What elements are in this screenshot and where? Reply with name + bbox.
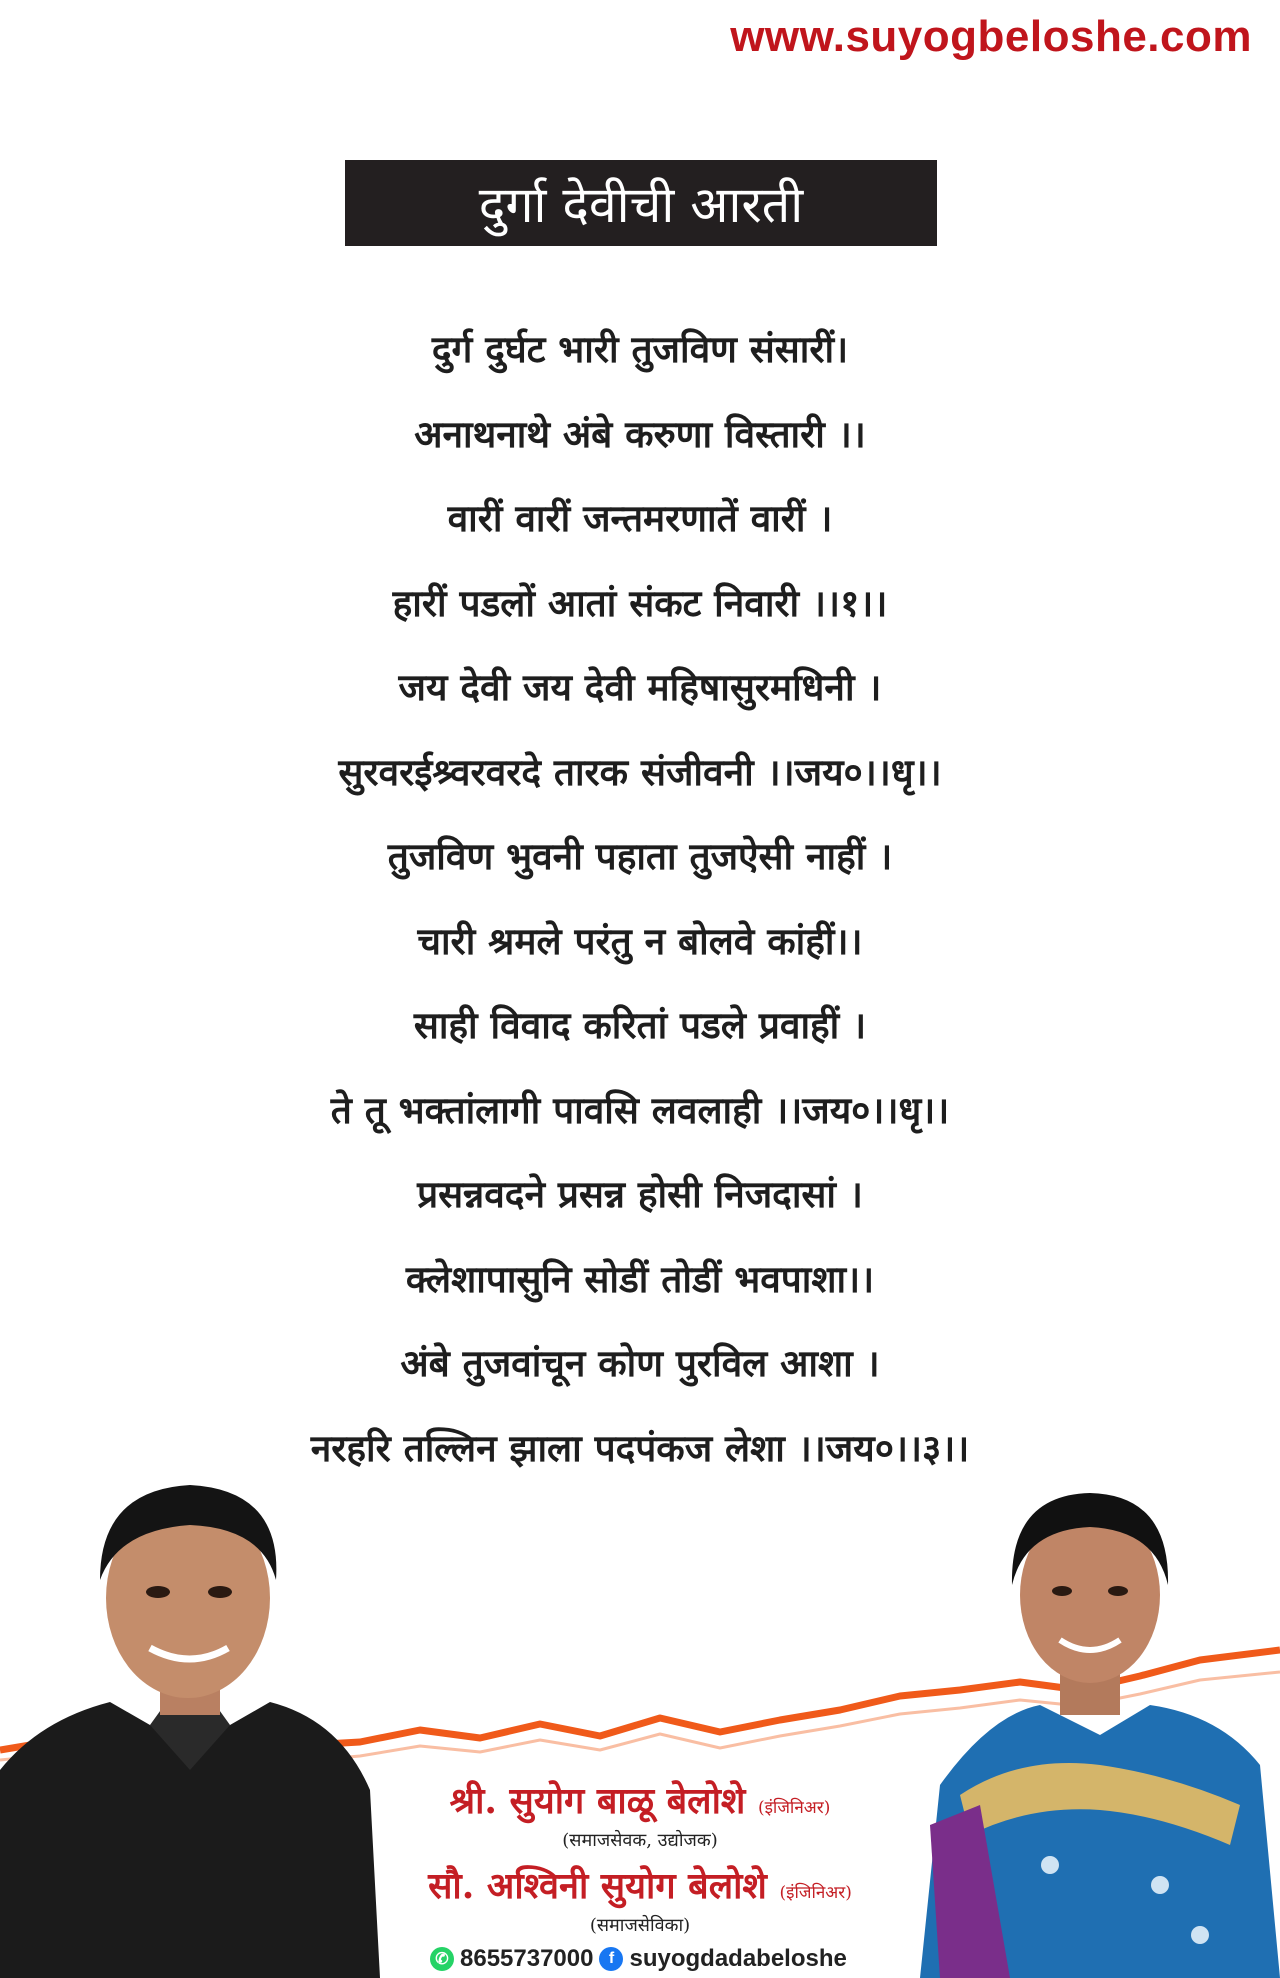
facebook-handle[interactable]: suyogdadabeloshe	[629, 1945, 847, 1972]
man-photo	[0, 1470, 380, 1978]
name1: श्री. सुयोग बाळू बेलोशे	[449, 1780, 746, 1822]
facebook-icon: f	[599, 1947, 623, 1971]
name-secondary	[380, 1860, 900, 1909]
verse-line: सुरवरईश्र्वरवरदे तारक संजीवनी ।।जय०।।धृ।।	[338, 750, 942, 794]
name1-suffix: (इंजिनिअर)	[757, 1798, 831, 1818]
verse-line: नरहरि तल्लिन झाला पदपंकज लेशा ।।जय०।।३।।	[310, 1426, 970, 1470]
verse-line: प्रसन्नवदने प्रसन्न होसी निजदासां ।	[417, 1173, 863, 1216]
contact-bar	[430, 1945, 910, 1973]
page-title	[345, 160, 937, 246]
website-url[interactable]: www.suyogbeloshe.com	[730, 12, 1252, 61]
verse-line: जय देवी जय देवी महिषासुरमधिनी ।	[398, 666, 882, 709]
verse-line: अनाथनाथे अंबे करुणा विस्तारी ।।	[414, 412, 866, 456]
verse-line: साही विवाद करितां पडले प्रवाहीं ।	[413, 1004, 867, 1047]
phone-number[interactable]: 8655737000	[460, 1945, 594, 1972]
verse-line: वारीं वारीं जन्तमरणातें वारीं ।	[447, 497, 833, 540]
page-title-text: दुर्गा देवीची आरती	[478, 176, 804, 234]
verse-line: क्लेशापासुनि सोडीं तोडीं भवपाशा।।	[405, 1257, 875, 1301]
verse-line: ते तू भक्तांलागी पावसि लवलाही ।।जय०।।धृ।।	[330, 1088, 950, 1132]
name1-role: (समाजसेवक, उद्योजक)	[562, 1830, 718, 1851]
verse-line: दुर्ग दुर्घट भारी तुजविण संसारीं।	[431, 328, 849, 371]
aarti-verses	[0, 318, 1280, 1501]
footer-names	[380, 1775, 900, 1945]
name2: सौ. अश्विनी सुयोग बेलोशे	[428, 1865, 767, 1907]
woman-photo	[900, 1465, 1280, 1978]
whatsapp-icon: ✆	[430, 1947, 454, 1971]
verse-line: चारी श्रमले परंतु न बोलवे कांहीं।।	[417, 919, 863, 963]
name2-suffix: (इंजिनिअर)	[779, 1883, 852, 1903]
verse-line: तुजविण भुवनी पहाता तुजऐसी नाहीं ।	[387, 835, 893, 878]
name2-role: (समाजसेविका)	[589, 1915, 691, 1936]
verse-line: हारीं पडलों आतां संकट निवारी ।।१।।	[392, 581, 888, 625]
verse-line: अंबे तुजवांचून कोण पुरविल आशा ।	[400, 1342, 880, 1385]
name-primary	[380, 1775, 900, 1824]
